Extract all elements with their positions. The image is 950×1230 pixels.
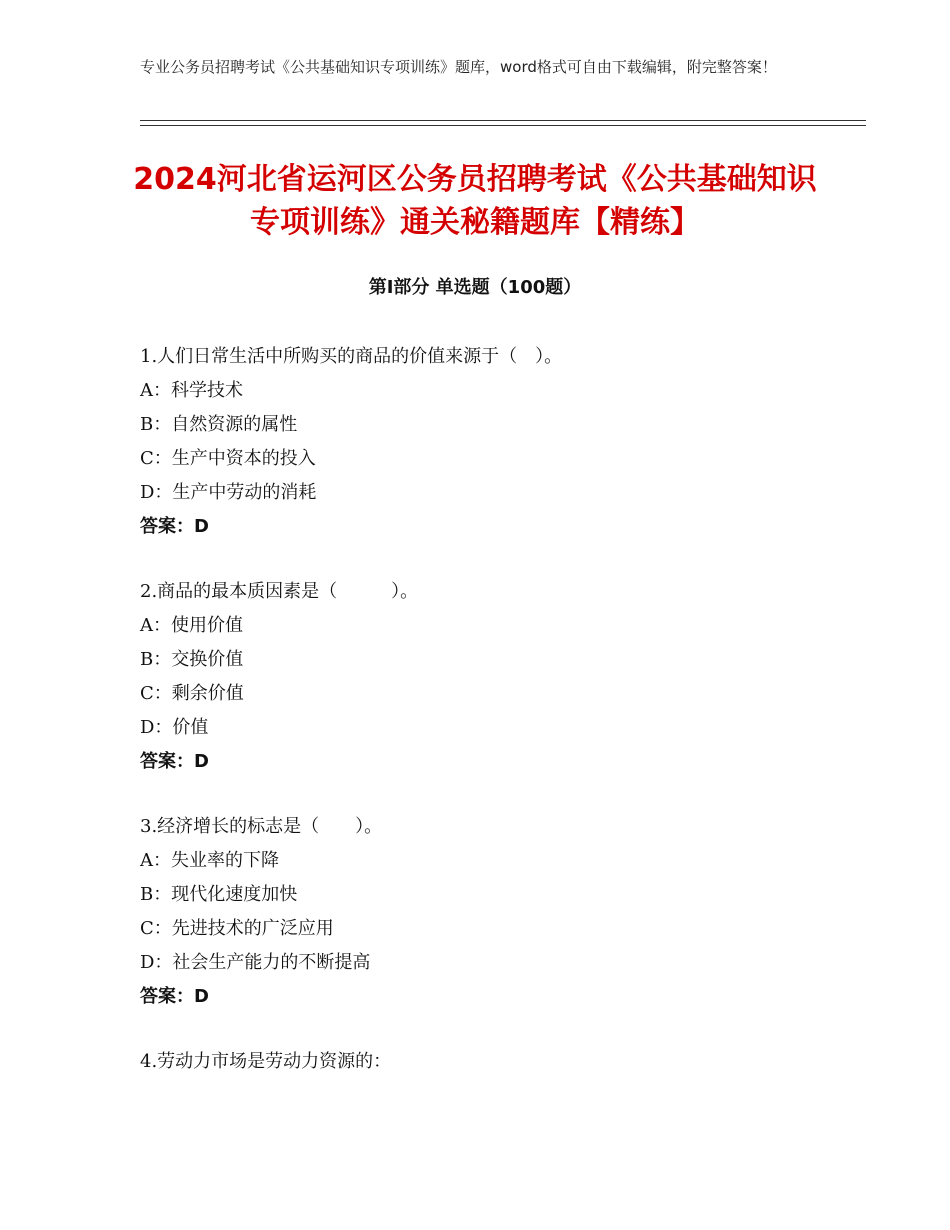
question-text: 3.经济增长的标志是（ ）。 xyxy=(140,816,383,837)
option-c: C：生产中资本的投入 xyxy=(140,448,316,469)
question-2 xyxy=(140,575,860,779)
header-note: 专业公务员招聘考试《公共基础知识专项训练》题库，word格式可自由下载编辑，附完整答案！ xyxy=(140,58,777,76)
answer: 答案：D xyxy=(140,751,209,772)
option-b: B：自然资源的属性 xyxy=(140,414,298,435)
document-title: 2024河北省运河区公务员招聘考试《公共基础知识专项训练》通关秘籍题库【精练】 xyxy=(133,162,817,240)
question-text: 2.商品的最本质因素是（ ）。 xyxy=(140,581,419,602)
question-3 xyxy=(140,810,860,1014)
option-c: C：先进技术的广泛应用 xyxy=(140,918,334,939)
section-heading: 第Ⅰ部分 单选题（100题） xyxy=(368,277,582,298)
answer: 答案：D xyxy=(140,516,209,537)
option-d: D：价值 xyxy=(140,717,209,738)
answer: 答案：D xyxy=(140,986,209,1007)
option-b: B：现代化速度加快 xyxy=(140,884,298,905)
question-text: 1.人们日常生活中所购买的商品的价值来源于（ ）。 xyxy=(140,346,563,367)
option-d: D：生产中劳动的消耗 xyxy=(140,482,317,503)
option-c: C：剩余价值 xyxy=(140,683,244,704)
question-list xyxy=(140,340,860,1110)
option-a: A：使用价值 xyxy=(140,615,243,636)
option-d: D：社会生产能力的不断提高 xyxy=(140,952,371,973)
option-a: A：科学技术 xyxy=(140,380,243,401)
header-divider xyxy=(140,120,866,126)
question-1 xyxy=(140,340,860,544)
option-b: B：交换价值 xyxy=(140,649,244,670)
option-a: A：失业率的下降 xyxy=(140,850,279,871)
question-4 xyxy=(140,1045,860,1079)
question-text: 4.劳动力市场是劳动力资源的： xyxy=(140,1051,392,1072)
